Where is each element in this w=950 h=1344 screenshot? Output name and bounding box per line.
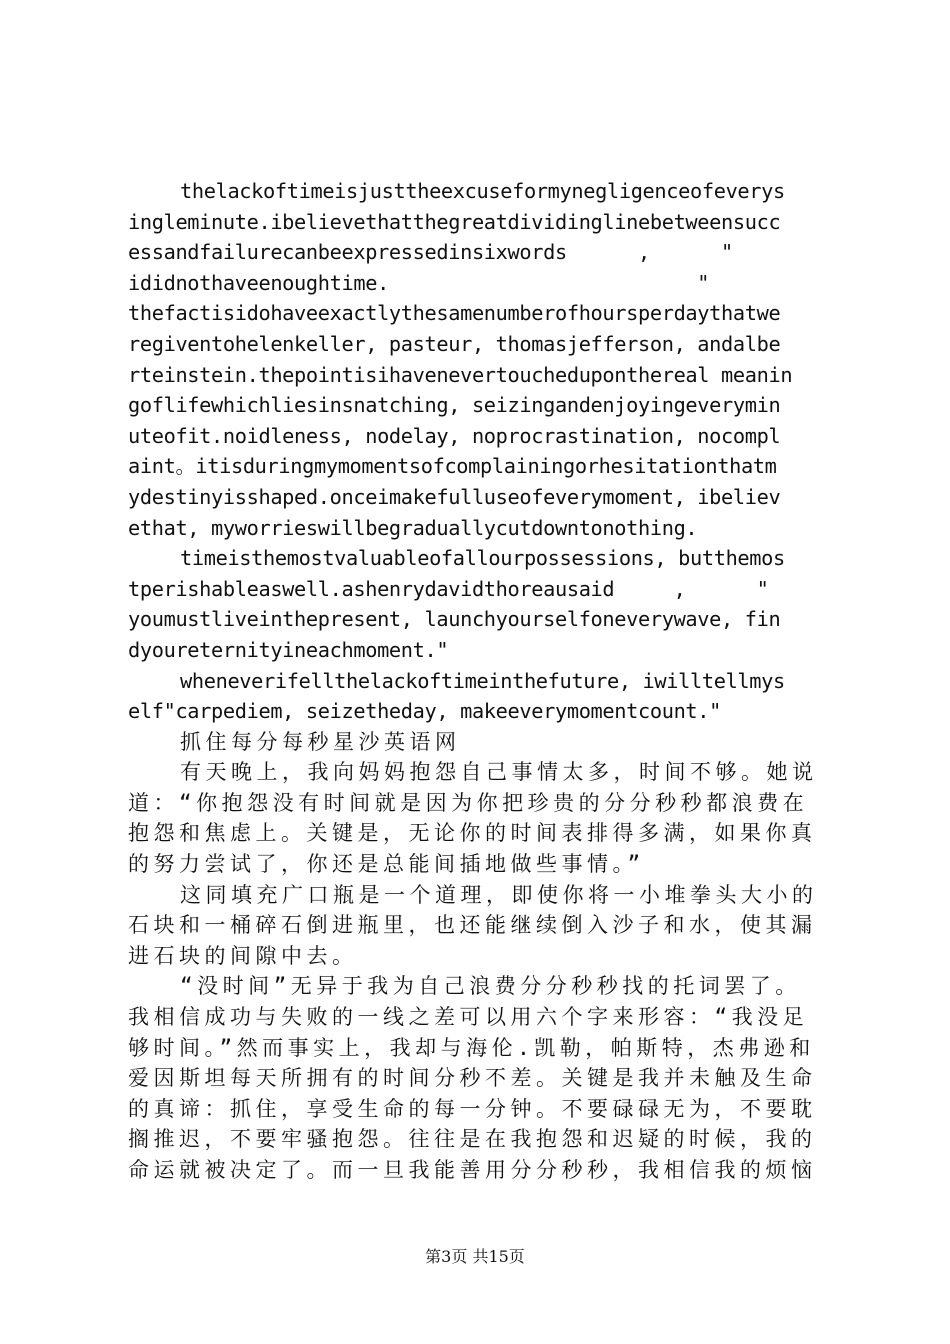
paragraph-line: ydestinyisshaped.onceimakefulluseofeverymoment, ibeliev bbox=[128, 484, 781, 509]
paragraph-line: thelackoftimeisjusttheexcuseformynegligenceofeverys bbox=[180, 179, 785, 203]
paragraph-line: ethat, myworrieswillbegraduallycutdowntonothing. bbox=[128, 515, 698, 540]
paragraph-line: thefactisidohaveexactlythesamenumberofhoursperdaythatwe bbox=[128, 301, 781, 326]
section-title: 抓住每分每秒星沙英语网 bbox=[180, 729, 461, 754]
document-body bbox=[128, 176, 832, 1186]
paragraph-line: goflifewhichliesinsnatching, seizingandenjoyingeverymin bbox=[128, 393, 781, 418]
paragraph-line: “没时间”无异于我为自己浪费分分秒秒找的托词罢了。 bbox=[180, 974, 801, 999]
paragraph-line: regiventohelenkeller, pasteur, thomasjefferson, andalbe bbox=[128, 331, 781, 356]
paragraph-line: 的努力尝试了，你还是总能间插地做些事情。” bbox=[128, 852, 645, 877]
paragraph-line: ingleminute.ibelievethatthegreatdividinglinebetweensucc bbox=[128, 209, 781, 234]
paragraph-line: 有天晚上，我向妈妈抱怨自己事情太多，时间不够。她说 bbox=[180, 760, 818, 785]
paragraph-line: 抱怨和焦虑上。关键是，无论你的时间表排得多满，如果你真 bbox=[128, 821, 817, 846]
paragraph-line: 进石块的间隙中去。 bbox=[128, 943, 358, 968]
paragraph-line: rteinstein.thepointisihavenevertoucheduponthereal meanin bbox=[128, 362, 793, 387]
paragraph-line: wheneverifellthelackoftimeinthefuture, iwilltellmys bbox=[180, 668, 785, 693]
paragraph-line: tperishableaswell.ashenrydavidthoreausaid , " bbox=[128, 576, 769, 601]
paragraph-line: 搁推迟，不要牢骚抱怨。往往是在我抱怨和迟疑的时候，我的 bbox=[128, 1127, 817, 1152]
paragraph-line: 爱因斯坦每天所拥有的时间分秒不差。关键是我并未触及生命 bbox=[128, 1066, 817, 1091]
page-number-footer: 第3页 共15页 bbox=[425, 1247, 525, 1266]
paragraph-line: timeisthemostvaluableofallourpossessions, butthemos bbox=[180, 546, 785, 571]
paragraph-line: uteofit.noidleness, nodelay, noprocrastination, nocompl bbox=[128, 423, 781, 448]
paragraph-line: 够时间。”然而事实上，我却与海伦.凯勒，帕斯特，杰弗逊和 bbox=[128, 1035, 815, 1060]
paragraph-line: 的真谛：抓住，享受生命的每一分钟。不要碌碌无为，不要耽 bbox=[128, 1096, 817, 1121]
paragraph-line: 命运就被决定了。而一旦我能善用分分秒秒，我相信我的烦恼 bbox=[128, 1158, 817, 1182]
paragraph-line: 这同填充广口瓶是一个道理，即使你将一小堆拳头大小的 bbox=[180, 882, 818, 907]
paragraph-line: 我相信成功与失败的一线之差可以用六个字来形容：“我没足 bbox=[128, 1005, 809, 1030]
paragraph-line: dyoureternityineachmoment." bbox=[128, 637, 449, 662]
paragraph-line: elf"carpediem, seizetheday, makeeverymomentcount." bbox=[128, 699, 722, 724]
paragraph-line: ididnothaveenoughtime. " bbox=[128, 270, 710, 295]
paragraph-line: youmustliveinthepresent, launchyourselfoneverywave, fin bbox=[128, 607, 781, 632]
paragraph-line: 道：“你抱怨没有时间就是因为你把珍贵的分分秒秒都浪费在 bbox=[128, 790, 809, 815]
paragraph-line: 石块和一桶碎石倒进瓶里，也还能继续倒入沙子和水，使其漏 bbox=[128, 913, 817, 938]
paragraph-line: essandfailurecanbeexpressedinsixwords , " bbox=[128, 240, 733, 265]
paragraph-line: aint。itisduringmymomentsofcomplainingorhesitationthatm bbox=[128, 454, 777, 479]
